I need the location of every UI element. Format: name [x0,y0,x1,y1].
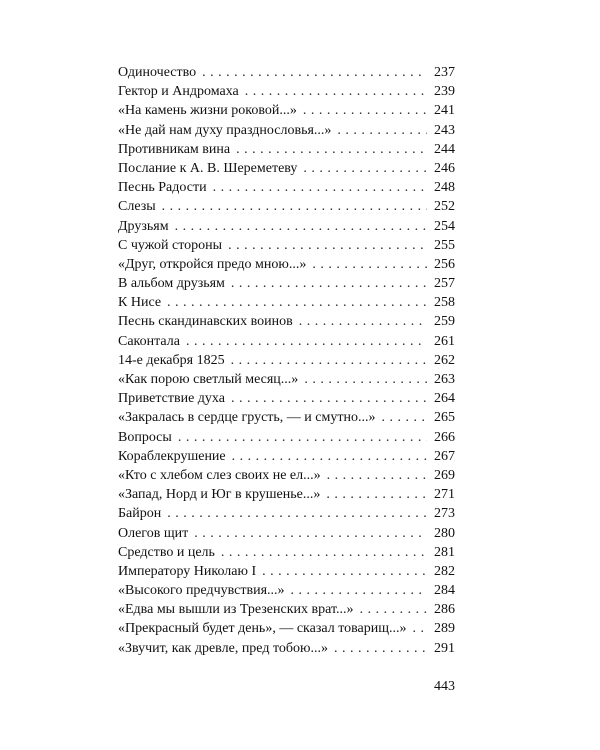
toc-entry-title: «Прекрасный будет день», — сказал товарищ...» [118,621,407,637]
toc-entry [118,293,455,312]
toc-entry [118,504,455,523]
toc-entry-title: Одиночество [118,65,197,80]
toc-entry-page: 237 [434,65,455,80]
toc-entry-title: «Звучит, как древле, пред тобою...» [118,640,328,656]
toc-entry [118,447,455,466]
toc-entry-title: Императору Николаю I [118,563,257,579]
toc-entry-page: 291 [434,640,455,656]
dot-leader [326,485,427,504]
dot-leader [245,82,427,101]
toc-entry-page: 269 [434,467,455,483]
dot-leader [312,255,427,274]
toc-entry-title: Приветствие духа [118,391,225,407]
dot-leader [262,562,427,581]
toc-entry-title: «Высокого предчувствия...» [118,583,285,599]
toc-entry [118,351,455,370]
toc-entry-title: «Не дай нам духу празднословья...» [118,122,332,138]
toc-entry-title: Кораблекрушение [118,448,226,464]
toc-entry-page: 289 [434,621,455,637]
toc-entry-title: Противникам вина [118,141,231,157]
toc-entry [118,159,455,178]
toc-entry-page: 267 [434,448,455,464]
toc-entry-page: 280 [434,525,455,541]
toc-entry-page: 254 [434,218,455,234]
toc-entry-page: 239 [434,84,455,100]
toc-entry-title: Песнь Радости [118,180,207,196]
dot-leader [291,581,427,600]
toc-entry-page: 252 [434,199,455,215]
toc-entry [118,428,455,447]
toc-entry-page: 271 [434,487,455,503]
dot-leader [236,140,427,159]
toc-entry [118,217,455,236]
toc-entry [118,543,455,562]
page-number: 443 [434,679,455,694]
toc-entry-title: «Едва мы вышли из Трезенских врат...» [118,602,354,618]
toc-entry-title: «Как порою светлый месяц...» [118,372,299,387]
toc-entry [118,82,455,101]
toc-entry [118,121,455,140]
toc-entry-title: С чужой стороны [118,237,223,253]
toc-entry [118,236,455,255]
dot-leader [202,63,427,82]
toc-entry-page: 265 [434,410,455,426]
dot-leader [186,332,427,351]
toc-entry-title: В альбом друзьям [118,276,225,292]
toc-entry [118,255,455,274]
dot-leader [162,197,427,216]
toc-entry-title: Послание к А. В. Шереметеву [118,160,298,176]
toc-entry-page: 243 [434,122,455,138]
toc-entry-page: 255 [434,237,455,253]
toc-entry [118,619,455,638]
dot-leader [360,600,427,619]
dot-leader [231,389,427,408]
toc-entry [118,485,455,504]
toc-entry-page: 263 [434,372,455,387]
toc-entry-page: 284 [434,583,455,599]
toc-entry [118,370,455,389]
dot-leader [327,466,427,485]
toc-entry [118,312,455,331]
dot-leader [178,428,427,447]
dot-leader [194,524,427,543]
toc-entry [118,466,455,485]
dot-leader [231,274,427,293]
dot-leader [413,619,427,638]
toc-entry-page: 259 [434,314,455,330]
toc-entry-page: 264 [434,391,455,407]
toc-entry-title: Средство и цель [118,544,215,560]
dot-leader [213,178,427,197]
toc-entry-page: 244 [434,141,455,157]
toc-entry [118,63,455,82]
toc-entry [118,197,455,216]
dot-leader [167,504,427,523]
toc-entry [118,178,455,197]
toc-entry-title: «Друг, откройся предо мною...» [118,256,307,272]
dot-leader [221,543,427,562]
dot-leader [299,312,427,331]
toc-entry [118,274,455,293]
dot-leader [231,351,427,370]
toc-entry-title: Песнь скандинавских воинов [118,314,293,330]
dot-leader [232,447,427,466]
toc-entry [118,332,455,351]
toc-entry-title: «На камень жизни роковой...» [118,103,297,119]
dot-leader [381,408,427,427]
toc-entry [118,562,455,581]
toc-entry [118,408,455,427]
dot-leader [303,159,427,178]
toc-entry-page: 256 [434,256,455,272]
toc-entry-page: 281 [434,544,455,560]
toc-entry-page: 246 [434,160,455,176]
toc-entry [118,101,455,120]
dot-leader [334,639,427,658]
dot-leader [167,293,427,312]
toc-entry [118,600,455,619]
toc-entry [118,639,455,658]
dot-leader [228,236,427,255]
toc-entry-page: 262 [434,352,455,368]
toc-entry-page: 257 [434,276,455,292]
toc-entry-title: «Закралась в сердце грусть, — и смутно...» [118,410,376,426]
toc-entry-page: 266 [434,429,455,445]
dot-leader [175,217,427,236]
toc-entry-title: Гектор и Андромаха [118,84,239,100]
toc-entry-page: 282 [434,563,455,579]
toc-entry-title: Друзьям [118,218,169,234]
toc-entry-page: 248 [434,180,455,196]
toc-entry [118,581,455,600]
toc-entry [118,140,455,159]
toc-entry-title: Слезы [118,199,156,215]
dot-leader [304,370,427,389]
toc-entry-title: Байрон [118,506,162,522]
toc-entry-title: «Кто с хлебом слез своих не ел...» [118,467,321,483]
dot-leader [337,121,427,140]
toc-entry-title: К Нисе [118,295,162,311]
toc-entry-title: «Запад, Норд и Юг в крушенье...» [118,487,321,503]
toc-entry-page: 273 [434,506,455,522]
toc-entry [118,389,455,408]
dot-leader [303,101,427,120]
toc-entry-page: 286 [434,602,455,618]
toc-entry-page: 261 [434,333,455,349]
toc-entry-title: Саконтала [118,333,180,349]
toc-entry-page: 241 [434,103,455,119]
toc-entry-page: 258 [434,295,455,311]
toc-entry [118,524,455,543]
table-of-contents [118,63,455,658]
toc-entry-title: Вопросы [118,429,172,445]
toc-entry-title: 14-е декабря 1825 [118,352,225,368]
toc-entry-title: Олегов щит [118,525,189,541]
